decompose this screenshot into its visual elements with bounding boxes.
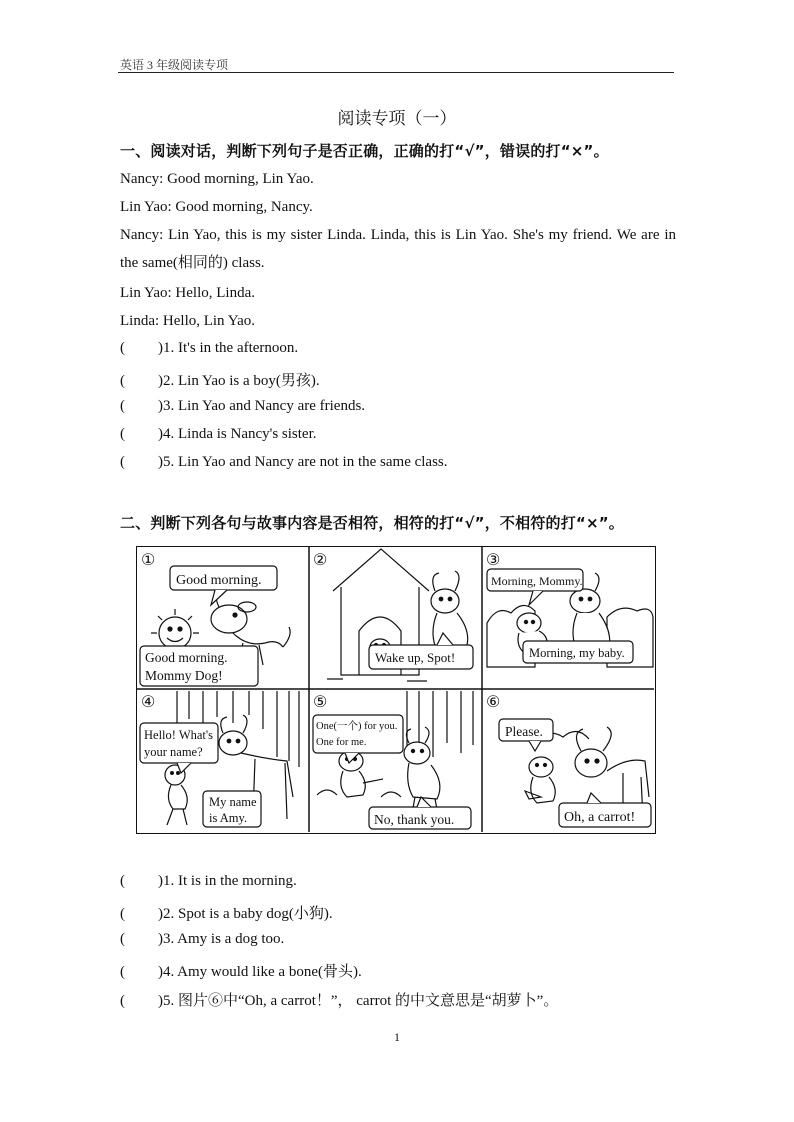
- question-text: )2. Lin Yao is a boy(男孩).: [158, 373, 320, 389]
- speech-bubble-text: No, thank you.: [374, 812, 455, 827]
- question-2-3[interactable]: [120, 931, 284, 948]
- dialogue-line: Lin Yao: Good morning, Nancy.: [120, 199, 313, 215]
- speech-bubble-text: One for me.: [316, 737, 367, 748]
- question-1-5[interactable]: [120, 454, 448, 471]
- dialogue-line: Nancy: Good morning, Lin Yao.: [120, 171, 314, 187]
- page-title: 阅读专项（一）: [337, 109, 457, 128]
- comic-panel-2: [313, 549, 473, 681]
- spot-figure: [339, 751, 383, 797]
- comic-strip: [136, 546, 656, 834]
- dialogue-line: Nancy: Lin Yao, this is my sister Linda. Linda, this is Lin Yao. She's my friend. We are in the same(相同的) class.: [120, 227, 676, 271]
- question-text: )4. Linda is Nancy's sister.: [158, 426, 317, 442]
- answer-paren: (: [120, 426, 125, 442]
- header-rule: [118, 72, 674, 73]
- answer-paren: (: [120, 906, 125, 922]
- comic-panel-3: [486, 552, 653, 667]
- speech-bubble-text: Good morning.: [145, 650, 228, 665]
- answer-paren: (: [120, 993, 125, 1009]
- dialogue-line: Linda: Hello, Lin Yao.: [120, 313, 255, 329]
- answer-paren: (: [120, 340, 125, 356]
- speech-bubble-text: Mommy Dog!: [145, 668, 223, 683]
- dialogue-line: Lin Yao: Hello, Linda.: [120, 285, 255, 301]
- answer-paren: (: [120, 931, 125, 947]
- page-number: 1: [394, 1030, 400, 1044]
- question-text: )3. Lin Yao and Nancy are friends.: [158, 398, 366, 414]
- speech-bubble-text: Morning, my baby.: [529, 646, 625, 660]
- comic-panel-5: [313, 691, 473, 829]
- speech-bubble-text: Hello! What's: [144, 728, 214, 742]
- answer-paren: (: [120, 454, 125, 470]
- section1-heading: 一、阅读对话，判断下列句子是否正确，正确的打“√”，错误的打“×”。: [120, 142, 609, 160]
- answer-paren: (: [120, 873, 125, 889]
- question-1-4[interactable]: [120, 426, 317, 443]
- comic-panel-4: [140, 691, 299, 827]
- panel-number: ⑤: [313, 694, 328, 711]
- speech-bubble-text: One(一个) for you.: [316, 721, 398, 732]
- answer-paren: (: [120, 398, 125, 414]
- question-text: )1. It is in the morning.: [158, 873, 297, 889]
- question-1-2[interactable]: [120, 369, 320, 390]
- speech-bubble-text: your name?: [144, 745, 203, 759]
- question-text: )1. It's in the afternoon.: [158, 340, 299, 356]
- monkey-figure: [165, 765, 187, 825]
- question-2-1[interactable]: [120, 873, 297, 890]
- speech-bubble-text: Morning, Mommy.: [491, 574, 583, 588]
- speech-bubble-text: Wake up, Spot!: [375, 650, 456, 665]
- bone-icon: [363, 779, 383, 783]
- question-text: )5. 图片⑥中“Oh, a carrot！”， carrot 的中文意思是“胡萝卜”。: [158, 993, 559, 1009]
- panel-number: ④: [141, 694, 156, 711]
- comic-panel-1: [140, 552, 290, 686]
- spot-figure: [525, 757, 555, 803]
- speech-bubble-text: is Amy.: [209, 811, 248, 825]
- answer-paren: (: [120, 964, 125, 980]
- speech-bubble-text: Good morning.: [176, 573, 262, 588]
- question-text: )3. Amy is a dog too.: [158, 931, 285, 947]
- question-1-1[interactable]: [120, 340, 298, 357]
- question-text: )2. Spot is a baby dog(小狗).: [158, 906, 333, 922]
- answer-paren: (: [120, 373, 125, 389]
- question-text: )4. Amy would like a bone(骨头).: [158, 964, 362, 980]
- question-2-5[interactable]: [120, 989, 558, 1010]
- panel-number: ①: [141, 552, 156, 569]
- section2-heading: 二、判断下列各句与故事内容是否相符，相符的打“√”，不相符的打“×”。: [120, 514, 625, 532]
- running-header: 英语 3 年级阅读专项: [120, 58, 229, 72]
- question-1-3[interactable]: [120, 398, 365, 415]
- speech-bubble-text: Oh, a carrot!: [564, 810, 636, 825]
- question-2-2[interactable]: [120, 902, 333, 923]
- comic-panel-6: [486, 694, 651, 827]
- question-2-4[interactable]: [120, 960, 362, 981]
- panel-number: ②: [313, 552, 328, 569]
- panel-number: ⑥: [486, 694, 501, 711]
- question-text: )5. Lin Yao and Nancy are not in the same class.: [158, 454, 448, 470]
- carrot-icon: [525, 791, 541, 799]
- speech-bubble-text: Please.: [505, 724, 543, 739]
- panel-number: ③: [486, 552, 501, 569]
- speech-bubble-text: My name: [209, 795, 257, 809]
